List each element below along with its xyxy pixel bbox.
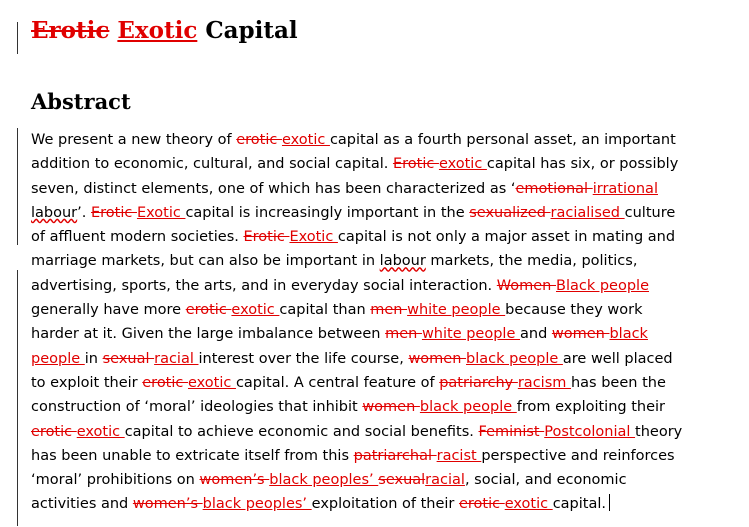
text-run: are well placed bbox=[562, 350, 673, 367]
abstract-line bbox=[31, 201, 741, 225]
abstract-line bbox=[31, 225, 741, 249]
deleted-text: erotic bbox=[142, 374, 188, 391]
text-run: because they work bbox=[505, 302, 643, 319]
text-cursor bbox=[609, 494, 610, 511]
inserted-text: black people bbox=[466, 350, 563, 367]
text-run: generally have more bbox=[31, 302, 186, 319]
text-run: capital has six, or possibly bbox=[486, 156, 679, 173]
deleted-text: Feminist bbox=[478, 423, 545, 440]
text-run: We present a new theory of bbox=[31, 132, 237, 148]
abstract-body[interactable] bbox=[31, 128, 741, 517]
change-bar bbox=[17, 270, 18, 526]
abstract-line bbox=[31, 395, 741, 419]
text-run: construction of ‘moral’ ideologies that inhibit bbox=[31, 399, 363, 416]
deleted-text: women’s bbox=[199, 472, 270, 489]
inserted-text: Exotic bbox=[136, 204, 186, 221]
inserted-text: exotic bbox=[438, 156, 487, 173]
text-run: theory bbox=[635, 423, 683, 440]
inserted-text: white people bbox=[421, 326, 520, 343]
text-run: markets, the media, politics, bbox=[425, 253, 638, 270]
deleted-text: patriarchy bbox=[439, 374, 518, 391]
misspelled-word: labour bbox=[379, 253, 426, 270]
document-title bbox=[31, 14, 298, 48]
deleted-text: women bbox=[408, 350, 467, 367]
abstract-line bbox=[31, 347, 741, 371]
text-run: capital than bbox=[279, 302, 371, 319]
deleted-text: men bbox=[370, 302, 408, 319]
text-run: capital is increasingly important in the bbox=[185, 204, 470, 221]
misspelled-word: labour bbox=[31, 204, 78, 221]
text-run: and bbox=[520, 326, 552, 343]
text-run: has been the bbox=[570, 374, 666, 391]
text-run: harder at it. Given the large imbalance between bbox=[31, 326, 386, 343]
deleted-text: erotic bbox=[31, 423, 77, 440]
inserted-text: racialised bbox=[550, 204, 625, 221]
inserted-text: irrational bbox=[592, 180, 658, 197]
inserted-text: exotic bbox=[281, 132, 330, 148]
abstract-line bbox=[31, 371, 741, 395]
deleted-text: sexual bbox=[378, 472, 426, 489]
inserted-text: racial bbox=[154, 350, 199, 367]
text-run: interest over the life course, bbox=[198, 350, 409, 367]
text-run: capital to achieve economic and social benefits. bbox=[124, 423, 479, 440]
inserted-text: exotic bbox=[187, 374, 236, 391]
text-run: seven, distinct elements, one of which has been characterized as ‘ bbox=[31, 180, 516, 197]
text-run: capital. bbox=[552, 496, 606, 513]
deleted-text: sexual bbox=[102, 350, 155, 367]
inserted-text: exotic bbox=[504, 496, 553, 513]
deleted-text: sexualized bbox=[469, 204, 551, 221]
inserted-text: Exotic bbox=[289, 229, 338, 246]
deleted-text: erotic bbox=[185, 302, 232, 319]
abstract-line bbox=[31, 128, 741, 152]
inserted-text: black bbox=[609, 326, 648, 343]
inserted-text: people bbox=[31, 350, 85, 367]
text-run: ‘moral’ prohibitions on bbox=[31, 472, 200, 489]
deleted-text: men bbox=[385, 326, 422, 343]
inserted-text: black peoples’ bbox=[269, 472, 379, 489]
text-run: activities and bbox=[31, 496, 133, 513]
text-run: ’. bbox=[77, 204, 91, 221]
deleted-text: women bbox=[551, 326, 610, 343]
deleted-text: patriarchal bbox=[353, 447, 437, 464]
text-run: has been unable to extricate itself from this bbox=[31, 447, 354, 464]
abstract-line bbox=[31, 322, 741, 346]
inserted-text: racist bbox=[436, 447, 482, 464]
inserted-text: black people bbox=[419, 399, 517, 416]
abstract-line bbox=[31, 420, 741, 444]
deleted-text: erotic bbox=[236, 132, 282, 148]
deleted-text: Erotic bbox=[243, 229, 290, 246]
inserted-text: exotic bbox=[76, 423, 125, 440]
text-run: capital is not only a major asset in mating and bbox=[337, 229, 676, 246]
deleted-text: emotional bbox=[515, 180, 593, 197]
abstract-line bbox=[31, 249, 741, 273]
deleted-text: Erotic bbox=[31, 17, 110, 44]
abstract-line bbox=[31, 152, 741, 176]
abstract-line bbox=[31, 444, 741, 468]
inserted-text: Black people bbox=[556, 277, 649, 294]
change-bar bbox=[17, 128, 18, 245]
abstract-heading: Abstract bbox=[31, 89, 131, 114]
abstract-line bbox=[31, 468, 741, 492]
inserted-text: Exotic bbox=[117, 17, 198, 44]
inserted-text: Postcolonial bbox=[544, 423, 636, 440]
text-run: capital. A central feature of bbox=[235, 374, 440, 391]
inserted-text: black peoples’ bbox=[202, 496, 312, 513]
title-text: Capital bbox=[205, 17, 298, 44]
abstract-line bbox=[31, 274, 741, 298]
deleted-text: women’s bbox=[132, 496, 203, 513]
text-run: to exploit their bbox=[31, 374, 143, 391]
text-run: in bbox=[84, 350, 103, 367]
deleted-text: women bbox=[362, 399, 420, 416]
text-run: from exploiting their bbox=[516, 399, 666, 416]
text-run: of affluent modern societies. bbox=[31, 229, 244, 246]
text-run: perspective and reinforces bbox=[481, 447, 675, 464]
abstract-line bbox=[31, 492, 741, 516]
text-run: exploitation of their bbox=[311, 496, 459, 513]
text-run: marriage markets, but can also be important in bbox=[31, 253, 380, 270]
abstract-line bbox=[31, 298, 741, 322]
inserted-text: racial bbox=[425, 472, 465, 489]
inserted-text: racism bbox=[517, 374, 571, 391]
inserted-text: exotic bbox=[231, 302, 280, 319]
abstract-line bbox=[31, 177, 741, 201]
deleted-text: Erotic bbox=[90, 204, 137, 221]
text-run: capital as a fourth personal asset, an important bbox=[329, 132, 676, 148]
deleted-text: erotic bbox=[458, 496, 505, 513]
text-run: , social, and economic bbox=[464, 472, 627, 489]
text-run: culture bbox=[624, 204, 676, 221]
inserted-text: white people bbox=[407, 302, 506, 319]
change-bar bbox=[17, 22, 18, 54]
text-run: addition to economic, cultural, and social capital. bbox=[31, 156, 393, 173]
text-run: advertising, sports, the arts, and in everyday social interaction. bbox=[31, 277, 497, 294]
deleted-text: Erotic bbox=[392, 156, 439, 173]
deleted-text: Women bbox=[496, 277, 556, 294]
